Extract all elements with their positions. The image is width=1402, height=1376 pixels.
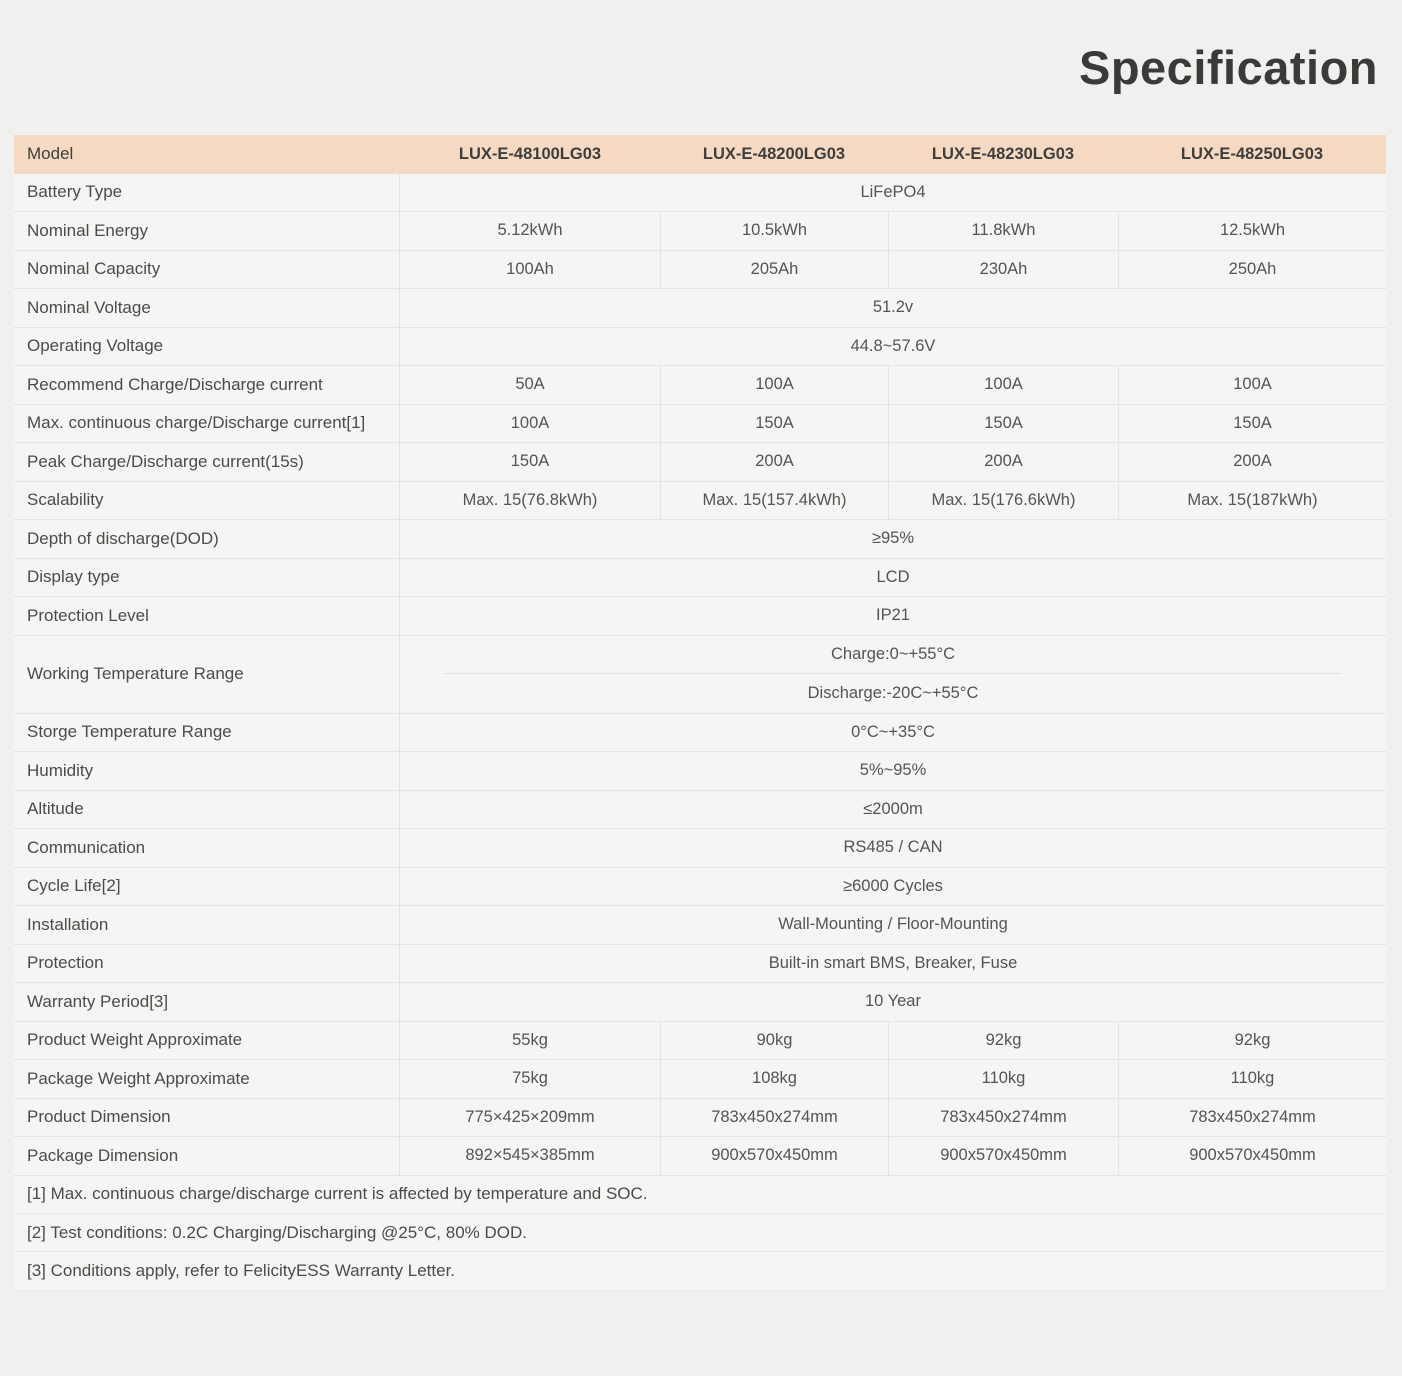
row-label: Nominal Voltage (14, 289, 400, 327)
value-cell: 775×425×209mm (465, 1107, 595, 1126)
table-row (14, 405, 1386, 444)
row-label: Nominal Capacity (14, 251, 400, 289)
value-cell: 200A (660, 443, 888, 481)
value-cell: 230Ah (888, 251, 1118, 289)
table-row (14, 251, 1386, 290)
table-row (14, 791, 1386, 830)
model-header-cell: LUX-E-48200LG03 (702, 144, 846, 163)
table-header-row (14, 135, 1386, 174)
table-row (14, 559, 1386, 598)
row-label: Scalability (14, 482, 400, 520)
merged-value-cell: Built-in smart BMS, Breaker, Fuse (768, 953, 1018, 972)
value-cell: 150A (510, 452, 550, 471)
value-cell: 892×545×385mm (465, 1146, 595, 1165)
value-cell: 110kg (888, 1060, 1118, 1098)
model-header-cell: LUX-E-48250LG03 (1180, 144, 1324, 163)
row-label: Product Dimension (14, 1099, 400, 1137)
row-label: Nominal Energy (14, 212, 400, 250)
value-cell: 50A (515, 375, 545, 394)
merged-value-cell: 5%~95% (859, 761, 927, 780)
value-cell: 900x570x450mm (1118, 1137, 1386, 1175)
model-header-cell: LUX-E-48230LG03 (931, 144, 1075, 163)
table-row (14, 636, 1386, 714)
value-cell: 110kg (1118, 1060, 1386, 1098)
value-cell: Max. 15(187kWh) (1118, 482, 1386, 520)
table-row (14, 289, 1386, 328)
merged-value-cell: ≤2000m (863, 799, 923, 818)
value-cell: 205Ah (660, 251, 888, 289)
row-label: Battery Type (14, 174, 400, 212)
table-row (14, 597, 1386, 636)
table-row (14, 906, 1386, 945)
value-cell: 250Ah (1118, 251, 1386, 289)
value-cell: 783x450x274mm (1118, 1099, 1386, 1137)
table-row (14, 714, 1386, 753)
value-cell: 55kg (512, 1030, 548, 1049)
table-row (14, 366, 1386, 405)
value-cell: 11.8kWh (888, 212, 1118, 250)
merged-value-cell: 51.2v (872, 298, 914, 317)
footnote: [1] Max. continuous charge/discharge current is affected by temperature and SOC. (14, 1176, 1386, 1214)
value-cell: 900x570x450mm (888, 1137, 1118, 1175)
value-cell: 75kg (512, 1069, 548, 1088)
row-label: Protection Level (14, 597, 400, 635)
value-cell: 108kg (660, 1060, 888, 1098)
row-label: Recommend Charge/Discharge current (14, 366, 400, 404)
value-cell: 783x450x274mm (888, 1099, 1118, 1137)
value-cell: 150A (888, 405, 1118, 443)
value-cell: 100A (1118, 366, 1386, 404)
value-cell: 200A (1118, 443, 1386, 481)
table-row (14, 1060, 1386, 1099)
merged-value-cell: 10 Year (865, 992, 921, 1011)
row-label: Protection (14, 945, 400, 983)
value-cell: 783x450x274mm (660, 1099, 888, 1137)
value-cell: 150A (1118, 405, 1386, 443)
row-label: Working Temperature Range (14, 636, 400, 713)
row-label: Max. continuous charge/Discharge current[1] (14, 405, 400, 443)
table-row (14, 212, 1386, 251)
table-row (14, 443, 1386, 482)
merged-value-cell: IP21 (876, 606, 910, 625)
value-cell: 100A (660, 366, 888, 404)
row-label: Display type (14, 559, 400, 597)
value-cell: 92kg (1118, 1022, 1386, 1060)
page-title: Specification (1078, 41, 1378, 94)
stacked-value-line: Discharge:-20C~+55°C (807, 683, 979, 702)
value-cell: 900x570x450mm (660, 1137, 888, 1175)
model-header-label: Model (27, 144, 74, 164)
row-label: Warranty Period[3] (14, 983, 400, 1021)
table-row (14, 829, 1386, 868)
merged-value-cell: 0°C~+35°C (851, 722, 935, 741)
table-row (14, 752, 1386, 791)
table-row (14, 328, 1386, 367)
table-row (14, 1137, 1386, 1176)
value-cell: 100A (888, 366, 1118, 404)
value-cell: Max. 15(76.8kWh) (462, 490, 598, 509)
spec-table (14, 135, 1386, 1291)
table-row (14, 868, 1386, 907)
row-label: Humidity (14, 752, 400, 790)
merged-value-cell: LCD (876, 567, 910, 586)
value-cell: Max. 15(157.4kWh) (660, 482, 888, 520)
row-label: Package Dimension (14, 1137, 400, 1175)
row-label: Storge Temperature Range (14, 714, 400, 752)
value-cell: 90kg (660, 1022, 888, 1060)
value-cell: 92kg (888, 1022, 1118, 1060)
merged-value-cell: ≥6000 Cycles (843, 876, 943, 895)
table-row (14, 983, 1386, 1022)
merged-value-cell: ≥95% (871, 529, 915, 548)
stacked-value-cell (400, 636, 1386, 713)
value-cell: 100Ah (506, 259, 554, 278)
value-cell: Max. 15(176.6kWh) (888, 482, 1118, 520)
row-label: Depth of discharge(DOD) (14, 520, 400, 558)
row-label: Installation (14, 906, 400, 944)
footnote: [3] Conditions apply, refer to FelicityESS Warranty Letter. (14, 1252, 1386, 1290)
merged-value-cell: RS485 / CAN (843, 838, 943, 857)
footnote: [2] Test conditions: 0.2C Charging/Discharging @25°C, 80% DOD. (14, 1214, 1386, 1252)
row-label: Communication (14, 829, 400, 867)
row-label: Altitude (14, 791, 400, 829)
value-cell: 100A (510, 413, 550, 432)
table-row (14, 945, 1386, 984)
value-cell: 5.12kWh (497, 221, 563, 240)
merged-value-cell: Wall-Mounting / Floor-Mounting (778, 915, 1008, 934)
row-label: Operating Voltage (14, 328, 400, 366)
row-label: Peak Charge/Discharge current(15s) (14, 443, 400, 481)
value-cell: 200A (888, 443, 1118, 481)
row-label: Package Weight Approximate (14, 1060, 400, 1098)
value-cell: 150A (660, 405, 888, 443)
stacked-value-line: Charge:0~+55°C (400, 636, 1386, 675)
table-row (14, 174, 1386, 213)
value-cell: 10.5kWh (660, 212, 888, 250)
merged-value-cell: LiFePO4 (860, 182, 926, 201)
value-cell: 12.5kWh (1118, 212, 1386, 250)
table-row (14, 482, 1386, 521)
row-label: Cycle Life[2] (14, 868, 400, 906)
row-label: Product Weight Approximate (14, 1022, 400, 1060)
merged-value-cell: 44.8~57.6V (850, 336, 936, 355)
model-header-cell: LUX-E-48100LG03 (458, 144, 602, 163)
table-row (14, 520, 1386, 559)
table-row (14, 1099, 1386, 1138)
table-row (14, 1022, 1386, 1061)
